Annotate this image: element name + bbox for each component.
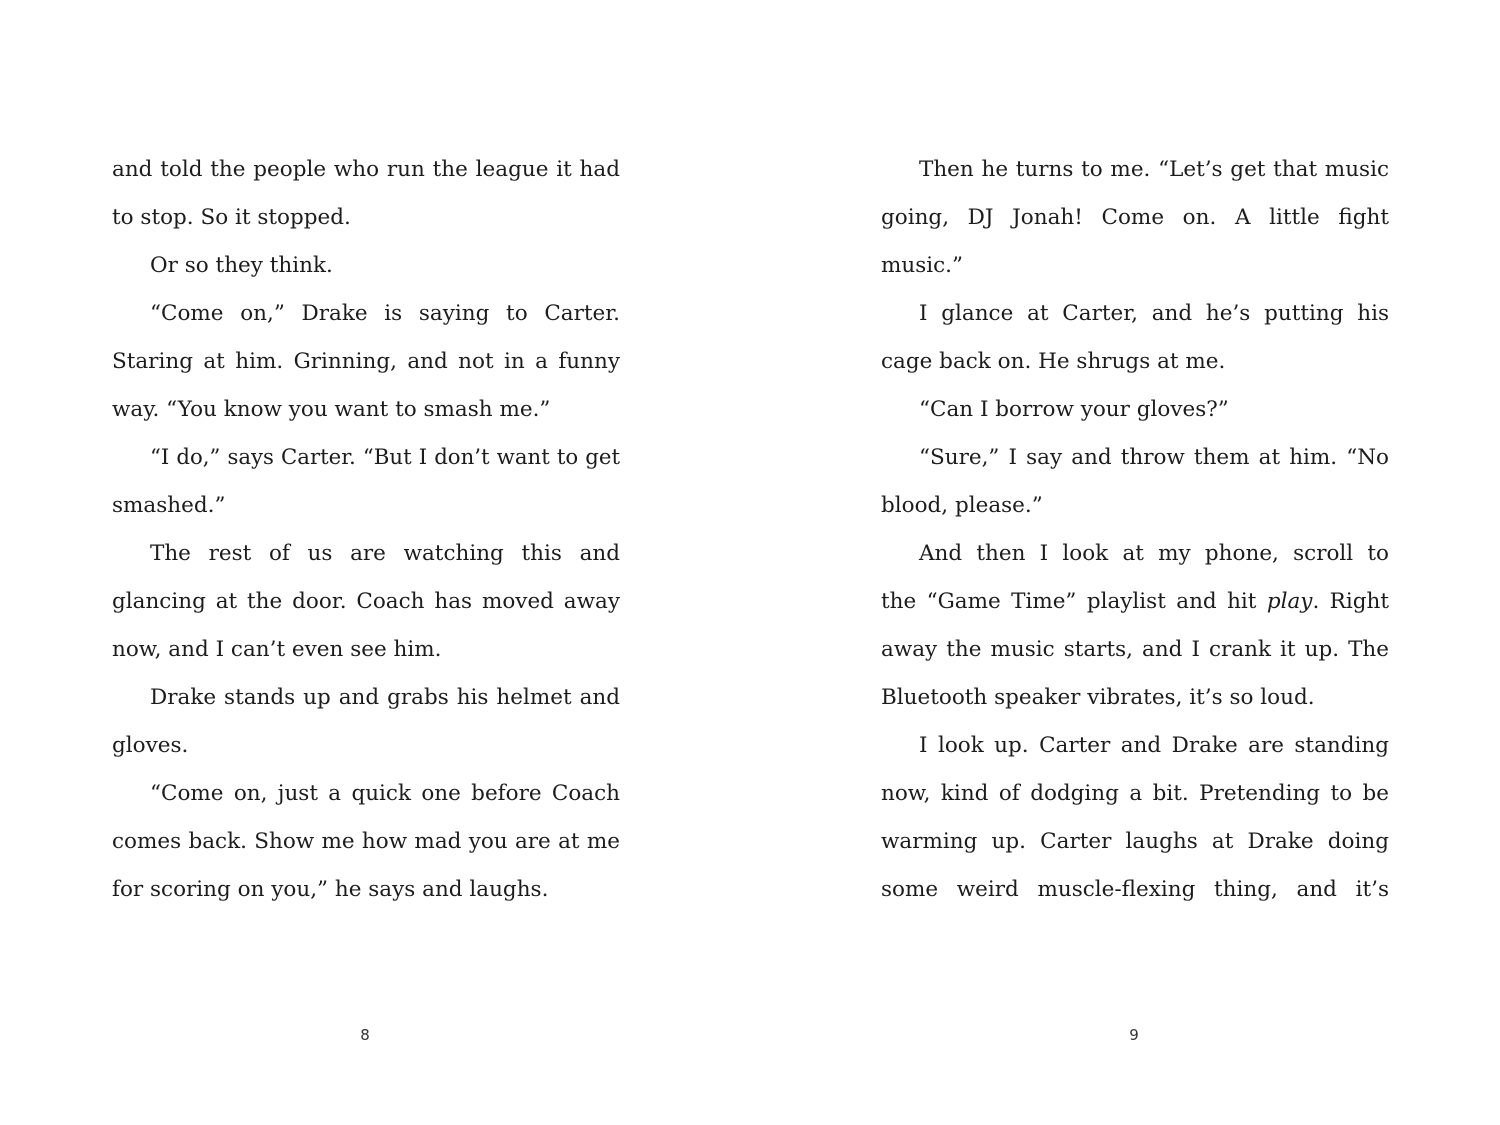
text-line: And then I look at my phone, scroll to [919,541,1389,566]
text-line: Staring at him. Grinning, and not in a funny [112,349,620,374]
text-line: Bluetooth speaker vibrates, it’s so loud. [881,685,1315,710]
text-fragment: . Right [1312,589,1390,614]
text-line: “Come on, just a quick one before Coach [150,781,620,806]
text-line: “Can I borrow your gloves?” [919,397,1229,422]
text-line: away the music starts, and I crank it up. The [881,637,1389,662]
text-line: Then he turns to me. “Let’s get that music [919,157,1389,182]
text-line: “I do,” says Carter. “But I don’t want to get [150,445,620,470]
text-line: way. “You know you want to smash me.” [112,397,551,422]
text-line: for scoring on you,” he says and laughs. [112,877,549,902]
text-line [881,578,1389,626]
text-line: The rest of us are watching this and [150,541,620,566]
text-line: “Sure,” I say and throw them at him. “No [919,445,1389,470]
text-line: to stop. So it stopped. [112,205,351,230]
text-line: I look up. Carter and Drake are standing [919,733,1389,758]
text-line: glancing at the door. Coach has moved away [112,589,620,614]
text-line: I glance at Carter, and he’s putting his [919,301,1389,326]
text-line: some weird muscle-flexing thing, and it’s [881,877,1389,902]
left-page-body [112,146,620,914]
page-number-right: 9 [1129,1026,1139,1044]
text-fragment: the “Game Time” playlist and hit [881,589,1267,614]
text-line: and told the people who run the league it had [112,157,620,182]
right-page-body [881,146,1389,914]
text-line: blood, please.” [881,493,1043,518]
italic-word: play [1266,589,1313,614]
text-line: now, kind of dodging a bit. Pretending to be [881,781,1389,806]
text-line: Drake stands up and grabs his helmet and [150,685,620,710]
text-line: gloves. [112,733,189,758]
text-line: warming up. Carter laughs at Drake doing [881,829,1389,854]
text-line: music.” [881,253,964,278]
text-line: comes back. Show me how mad you are at me [112,829,620,854]
text-line: cage back on. He shrugs at me. [881,349,1226,374]
text-line: “Come on,” Drake is saying to Carter. [150,301,620,326]
text-line: now, and I can’t even see him. [112,637,442,662]
text-line: going, DJ Jonah! Come on. A little fight [881,205,1389,230]
text-line: Or so they think. [150,253,333,278]
page-number-left: 8 [360,1026,370,1044]
text-line: smashed.” [112,493,226,518]
